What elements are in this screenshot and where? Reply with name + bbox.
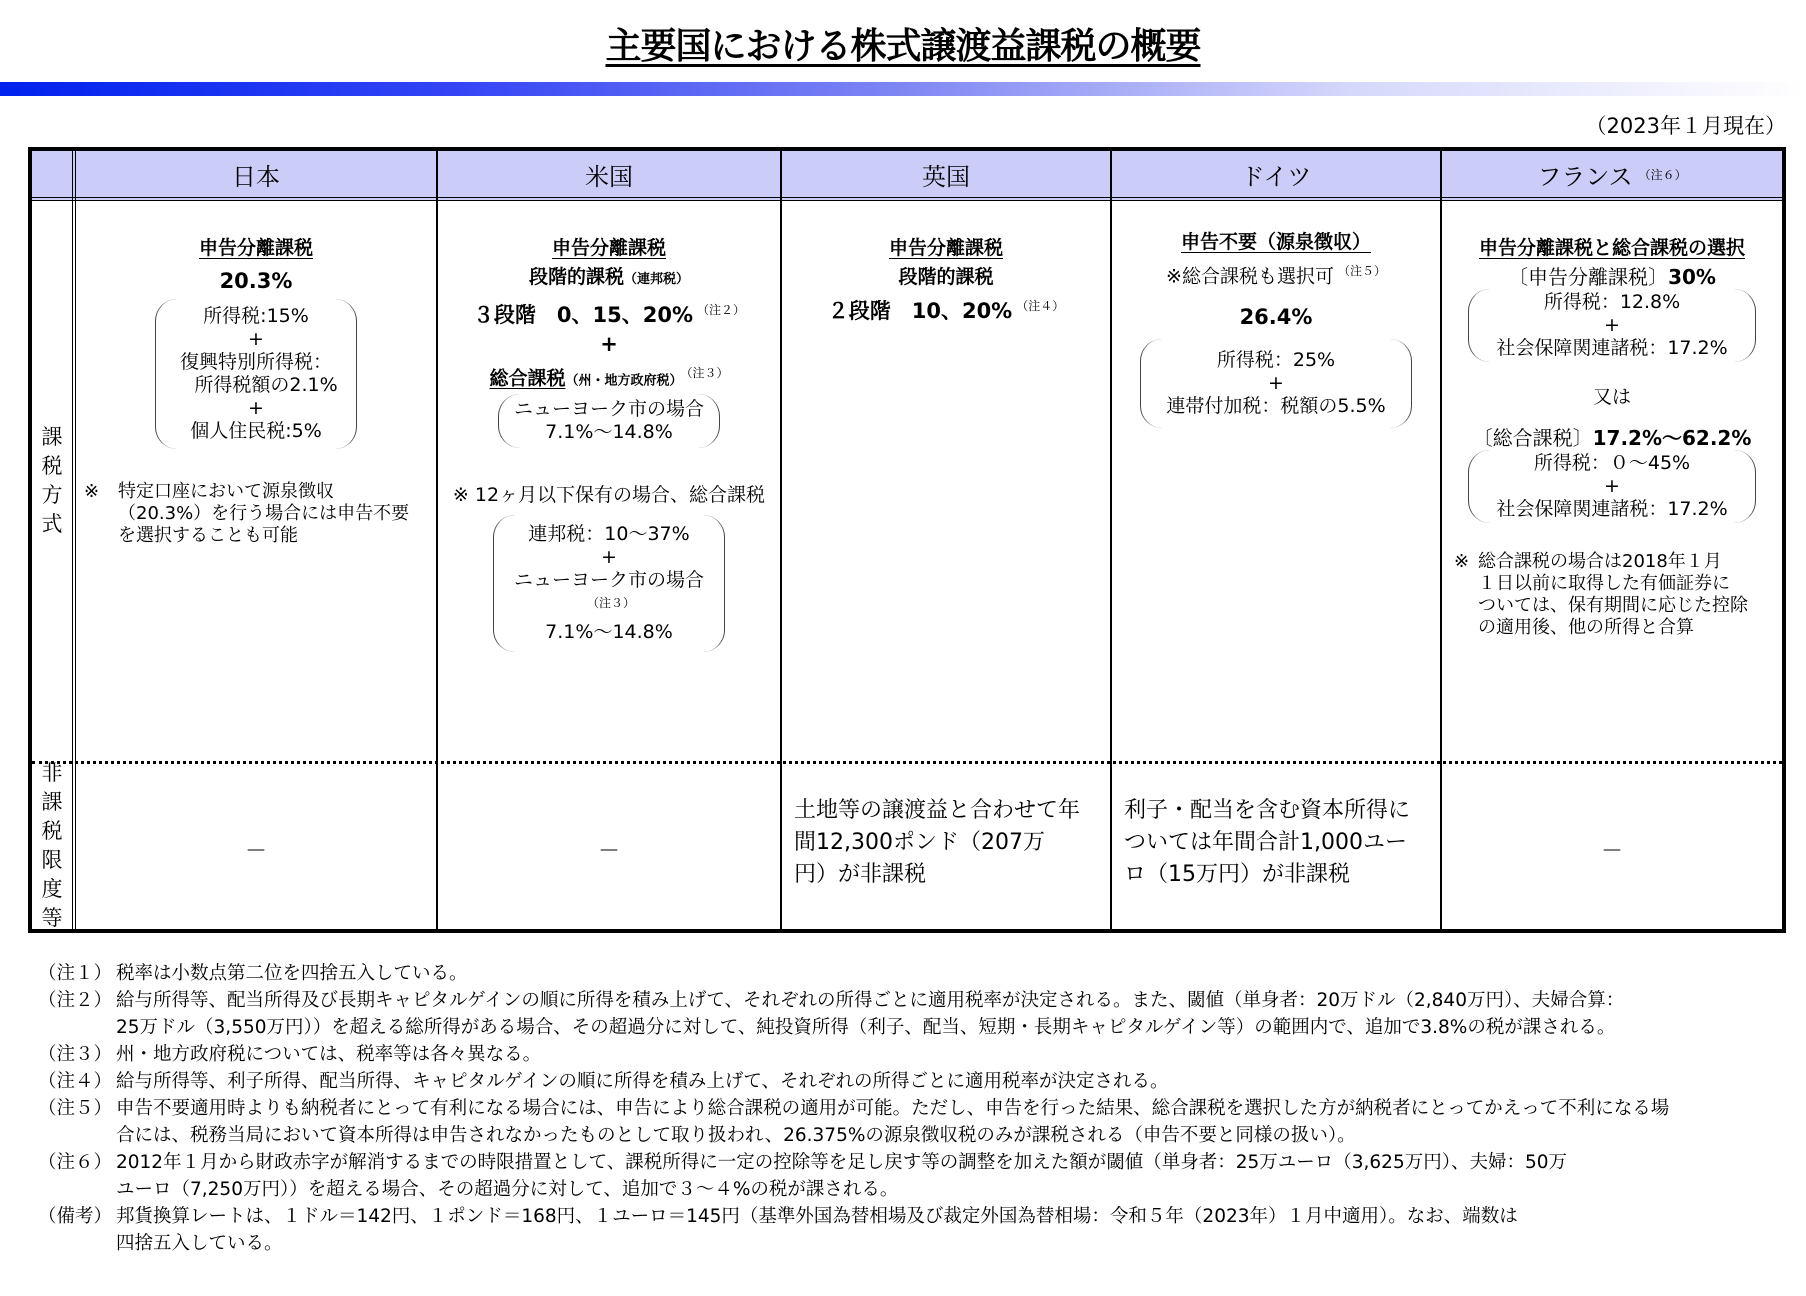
germany-taxation-cell	[1112, 231, 1440, 428]
exemption-line: 利子・配当を含む資本所得に	[1124, 798, 1411, 823]
us-subheading-qualifier: （連邦税）	[624, 272, 690, 287]
note-line: １日以前に取得した有価証券に	[1478, 573, 1730, 594]
us-taxation-cell	[438, 237, 780, 652]
france-taxation-cell	[1442, 237, 1782, 639]
exemption-value: －	[597, 838, 620, 864]
row-label-char: 税	[41, 454, 63, 478]
germany-rate: 26.4%	[1239, 305, 1313, 330]
footnote-ref: （注４）	[1016, 299, 1065, 313]
column-header-us	[438, 151, 780, 197]
france-note	[1442, 551, 1782, 639]
footnote-line: ユーロ（7,250万円））を超える場合、その超過分に対して、追加で３～４%の税が課される。	[116, 1179, 899, 1200]
japan-breakdown-box	[155, 299, 357, 449]
breakdown-line: +	[1604, 314, 1620, 336]
comparison-table	[28, 147, 1786, 933]
footnote-label: （注６）	[38, 1152, 113, 1173]
footnote-ref: （注２）	[697, 303, 746, 317]
germany-exemption-cell	[1124, 795, 1440, 891]
as-of-date: （2023年１月現在）	[1585, 114, 1786, 138]
row-label-char: 方	[41, 483, 63, 507]
us-nyc-box	[498, 394, 720, 448]
column-header-label: フランス	[1537, 162, 1633, 191]
footnote-line: 給与所得等、配当所得及び長期キャピタルゲインの順に所得を積み上げて、それぞれの所得ごとに適用税率が決定される。また、閾値（単身者：20万ドル（2,840万円）、夫婦合算：	[116, 990, 1625, 1011]
us-subheading: 段階的課税	[528, 266, 624, 288]
box-line: 連邦税：10～37%	[528, 523, 690, 546]
exemption-value: －	[244, 838, 267, 864]
breakdown-line: 連帯付加税：税額の5.5%	[1166, 395, 1386, 418]
uk-tiers: ２段階 10、20%	[827, 299, 1013, 323]
japan-heading: 申告分離課税	[198, 237, 313, 259]
note-line: 特定口座において源泉徴収	[118, 481, 334, 502]
note-line: を選択することも可能	[118, 525, 298, 546]
box-line: ニューヨーク市の場合	[513, 569, 704, 592]
breakdown-line: 所得税：０～45%	[1533, 452, 1691, 474]
note-line: の適用後、他の所得と合算	[1478, 617, 1694, 638]
column-header-france	[1442, 151, 1782, 197]
column-header-label: 米国	[585, 162, 633, 191]
uk-heading: 申告分離課税	[888, 237, 1003, 259]
breakdown-line: 所得税：12.8%	[1543, 291, 1681, 313]
footnote-4	[38, 1068, 1798, 1095]
row-label-char: 等	[41, 906, 63, 930]
note-mark: ※	[84, 481, 100, 502]
note-line: 総合課税の場合は2018年１月	[1478, 551, 1722, 572]
france-opt1-label: 〔申告分離課税〕	[1508, 265, 1669, 289]
footnote-ref: （注５）	[1337, 264, 1386, 278]
us-short-term-note: ※ 12ヶ月以下保有の場合、総合課税	[452, 484, 766, 507]
footnote-line: 合には、税務当局において資本所得は申告されなかったものとして取り扱われ、26.375%の源泉徴収税のみが課税される（申告不要と同様の扱い）。	[116, 1125, 1356, 1146]
plus-sign: +	[600, 332, 618, 356]
row-label-taxation-method	[32, 201, 72, 761]
exemption-value: －	[1600, 838, 1623, 864]
row-label-char: 度	[41, 877, 63, 901]
france-opt1-rate: 30%	[1668, 265, 1716, 289]
footnote-ref: （注３）	[586, 596, 635, 611]
exemption-line: 間12,300ポンド（207万	[794, 830, 1045, 855]
us-heading2: 総合課税	[489, 367, 566, 390]
exemption-line: 円）が非課税	[794, 862, 927, 887]
footnote-6	[38, 1149, 1798, 1203]
uk-subheading: 段階的課税	[898, 266, 994, 288]
breakdown-line: 個人住民税:5%	[190, 420, 322, 442]
footnote-label: （注２）	[38, 990, 113, 1011]
column-header-label: 日本	[232, 162, 280, 191]
japan-note	[76, 481, 436, 547]
footnote-3	[38, 1041, 1798, 1068]
footnote-label: （備考）	[38, 1206, 113, 1227]
breakdown-line: +	[248, 328, 264, 350]
germany-option: ※総合課税も選択可	[1166, 265, 1334, 288]
breakdown-line: 所得税：25%	[1216, 349, 1336, 372]
footnote-label: （注１）	[38, 963, 113, 984]
us-exemption-cell	[438, 791, 780, 911]
column-header-japan	[76, 151, 436, 197]
footnote-line: 2012年１月から財政赤字が解消するまでの時限措置として、課税所得に一定の控除等を足し戻す等の調整を加えた額が閾値（単身者：25万ユーロ（3,625万円）、夫婦：50万	[116, 1152, 1568, 1173]
page-title	[0, 18, 1806, 69]
row-label-exemption	[32, 763, 72, 929]
france-or: 又は	[1592, 386, 1631, 408]
note-line: ついては、保有期間に応じた控除	[1478, 595, 1748, 616]
box-line: +	[601, 546, 617, 569]
column-header-germany	[1112, 151, 1440, 197]
footnote-line: 申告不要適用時よりも納税者にとって有利になる場合には、申告により総合課税の適用が可能。ただし、申告を行った結果、総合課税を選択した方が納税者にとってかえって不利になる場	[116, 1098, 1670, 1119]
footnote-label: （注５）	[38, 1098, 113, 1119]
footnote-ref: （注６）	[1638, 167, 1687, 182]
title-gradient-bar	[0, 82, 1806, 96]
breakdown-line: +	[1604, 475, 1620, 497]
uk-exemption-cell	[794, 795, 1110, 891]
row-label-char: 課	[41, 425, 63, 449]
footnote-line: 税率は小数点第二位を四捨五入している。	[116, 963, 468, 984]
footnote-5	[38, 1095, 1798, 1149]
row-label-char: 非	[41, 761, 63, 785]
exemption-line: 土地等の譲渡益と合わせて年	[794, 798, 1081, 823]
footnote-label: （注４）	[38, 1071, 113, 1092]
footnote-1	[38, 960, 1798, 987]
us-tiers: ３段階 0、15、20%	[472, 303, 694, 327]
japan-exemption-cell	[76, 791, 436, 911]
germany-breakdown-box	[1140, 339, 1412, 428]
footnote-ref: （注３）	[686, 366, 729, 380]
france-opt1-box	[1468, 289, 1756, 362]
us-heading: 申告分離課税	[551, 237, 666, 259]
france-exemption-cell	[1442, 791, 1782, 911]
uk-taxation-cell	[782, 237, 1110, 323]
breakdown-line: 復興特別所得税：	[179, 351, 332, 373]
column-header-label: 英国	[922, 162, 970, 191]
breakdown-line: 所得税額の2.1%	[194, 374, 338, 396]
us-heading2-qualifier: （州・地方政府税）	[565, 373, 683, 389]
breakdown-line: 社会保障関連諸税：17.2%	[1496, 498, 1728, 520]
row-label-char: 式	[41, 512, 63, 536]
japan-rate: 20.3%	[219, 269, 293, 293]
breakdown-line: 所得税:15%	[203, 305, 309, 327]
column-header-label: ドイツ	[1240, 162, 1312, 191]
box-line: 7.1%～14.8%	[545, 620, 673, 643]
footnote-2	[38, 987, 1798, 1041]
exemption-line: ロ（15万円）が非課税	[1124, 862, 1350, 887]
footnotes	[38, 960, 1798, 1257]
us-short-term-box	[493, 515, 725, 651]
footnote-line: 邦貨換算レートは、１ドル＝142円、１ポンド＝168円、１ユーロ＝145円（基準外国為替相場及び裁定外国為替相場：令和５年（2023年）１月中適用）。なお、端数は	[116, 1206, 1518, 1227]
row-label-char: 課	[41, 790, 63, 814]
box-line: ニューヨーク市の場合	[513, 398, 704, 421]
note-line: （20.3%）を行う場合には申告不要	[118, 503, 410, 524]
footnote-line: 州・地方政府税については、税率等は各々異なる。	[116, 1044, 542, 1065]
footnote-line: 四捨五入している。	[116, 1233, 283, 1254]
france-opt2-rate: 17.2%～62.2%	[1592, 426, 1752, 450]
breakdown-line: +	[248, 397, 264, 419]
box-line: 7.1%～14.8%	[545, 421, 673, 444]
row-label-char: 限	[41, 848, 63, 872]
footnote-remarks	[38, 1203, 1798, 1257]
page-title-text: 主要国における株式譲渡益課税の概要	[605, 26, 1201, 67]
footnote-line: 25万ドル（3,550万円））を超える総所得がある場合、その超過分に対して、純投資所得（利子、配当、短期・長期キャピタルゲイン等）の範囲内で、追加で3.8%の税が課される。	[116, 1017, 1616, 1038]
row-divider-dotted	[32, 761, 1782, 764]
france-opt2-label: 〔総合課税〕	[1472, 426, 1593, 450]
footnote-line: 給与所得等、利子所得、配当所得、キャピタルゲインの順に所得を積み上げて、それぞれの所得ごとに適用税率が決定される。	[116, 1071, 1169, 1092]
breakdown-line: 社会保障関連諸税：17.2%	[1496, 337, 1728, 359]
column-header-uk	[782, 151, 1110, 197]
footnote-label: （注３）	[38, 1044, 113, 1065]
france-heading: 申告分離課税と総合課税の選択	[1478, 237, 1745, 259]
breakdown-line: +	[1268, 372, 1284, 395]
japan-taxation-cell	[76, 237, 436, 547]
row-label-char: 税	[41, 819, 63, 843]
france-opt2-box	[1468, 450, 1756, 523]
germany-heading: 申告不要（源泉徴収）	[1180, 231, 1371, 253]
note-mark: ※	[1454, 551, 1470, 572]
exemption-line: ついては年間合計1,000ユー	[1124, 830, 1407, 855]
